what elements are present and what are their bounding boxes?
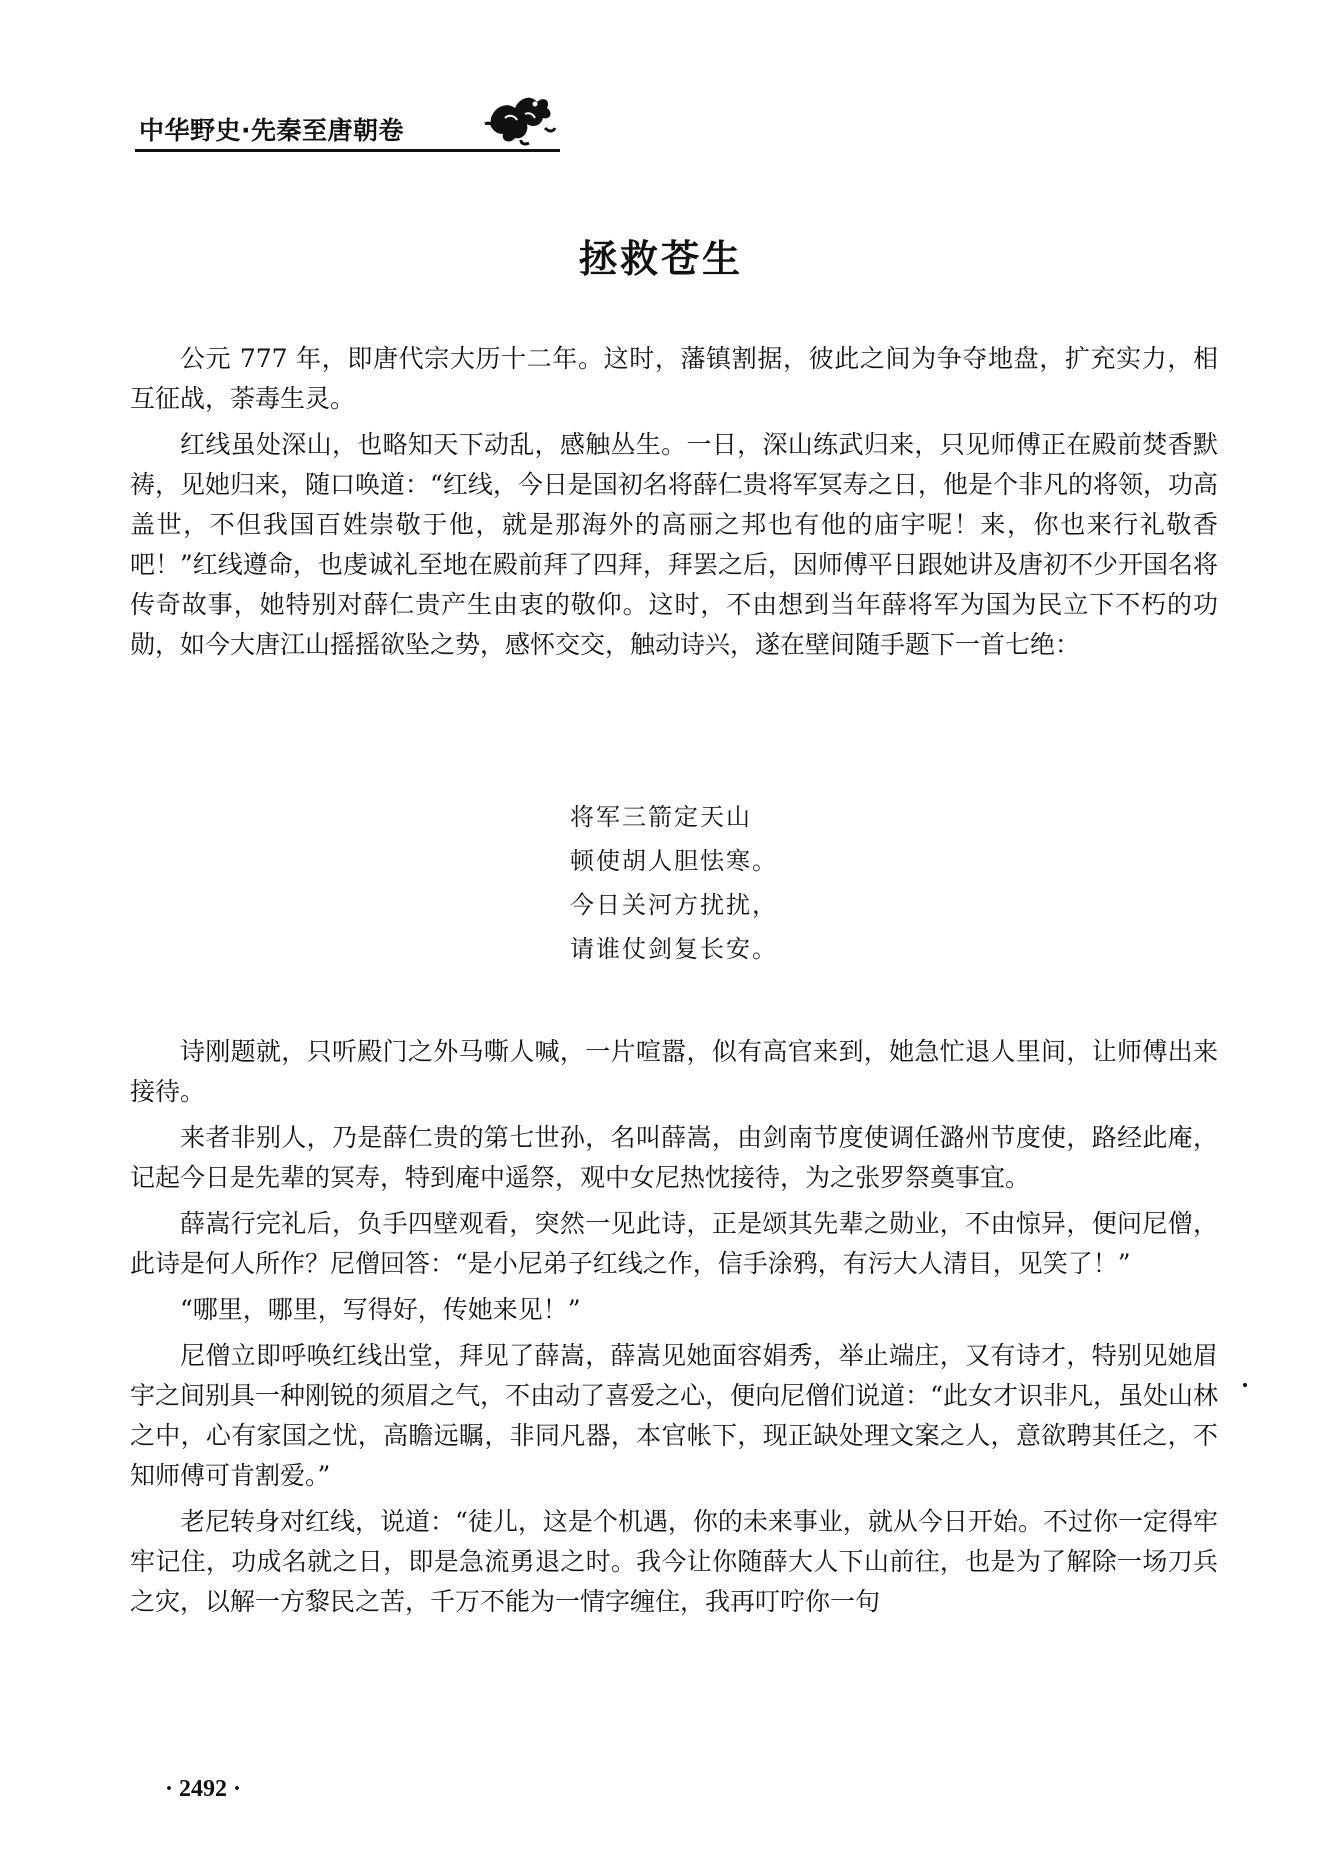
paragraph: 老尼转身对红线，说道：“徒儿，这是个机遇，你的未来事业，就从今日开始。不过你一定得牢牢记住，功成名就之日，即是急流勇退之时。我今让你随薛大人下山前往，也是为了解除一场刀兵之灾，以解一方黎民之苦，千万不能为一情字缠住，我再叮咛你一句 (130, 1507, 1218, 1616)
poem-line: 请谁仗剑复长安。 (570, 935, 778, 963)
paragraph: 尼僧立即呼唤红线出堂，拜见了薛嵩，薛嵩见她面容娟秀，举止端庄，又有诗才，特别见她眉宇之间别具一种刚锐的须眉之气，不由动了喜爱之心，便向尼僧们说道：“此女才识非凡，虽处山林之中，心有家国之忧，高瞻远瞩，非同凡器，本官帐下，现正缺处理文案之人，意欲聘其任之，不知师傅可肯割爱。” (130, 1341, 1218, 1490)
poem-line: 将军三箭定天山 (570, 803, 752, 831)
body-section-1 (130, 339, 1218, 671)
paragraph: 来者非别人，乃是薛仁贵的第七世孙，名叫薛嵩，由剑南节度使调任潞州节度使，路经此庵，记起今日是先辈的冥寿，特到庵中遥祭，观中女尼热忱接待，为之张罗祭奠事宜。 (130, 1123, 1218, 1192)
paragraph: 红线虽处深山，也略知天下动乱，感触丛生。一日，深山练武归来，只见师傅正在殿前焚香默祷，见她归来，随口唤道：“红线，今日是国初名将薛仁贵将军冥寿之日，他是个非凡的将领，功高盖世，不但我国百姓崇敬于他，就是那海外的高丽之邦也有他的庙宇呢！来，你也来行礼敬香吧！”红线遵命，也虔诚礼至地在殿前拜了四拜，拜罢之后，因师傅平日跟她讲及唐初不少开国名将传奇故事，她特别对薛仁贵产生由衷的敬仰。这时，不由想到当年薛将军为国为民立下不朽的功勋，如今大唐江山摇摇欲坠之势，感怀交交，触动诗兴，遂在壁间随手题下一首七绝： (130, 430, 1218, 659)
header-rule (135, 149, 560, 152)
paragraph: 薛嵩行完礼后，负手四壁观看，突然一见此诗，正是颂其先辈之勋业，不由惊异，便问尼僧，此诗是何人所作？尼僧回答：“是小尼弟子红线之作，信手涂鸦，有污大人清目，见笑了！” (130, 1209, 1218, 1278)
paragraph: “哪里，哪里，写得好，传她来见！” (180, 1295, 581, 1324)
paragraph: 诗刚题就，只听殿门之外马嘶人喊，一片喧嚣，似有高官来到，她急忙退人里间，让师傅出来接待。 (130, 1037, 1218, 1106)
poem-line: 顿使胡人胆怯寒。 (570, 847, 778, 875)
page-number: · 2492 · (165, 1776, 242, 1802)
poem-line: 今日关河方扰扰， (570, 891, 778, 919)
scan-speck (1243, 1383, 1247, 1387)
paragraph: 公元 777 年，即唐代宗大历十二年。这时，藩镇割据，彼此之间为争夺地盘，扩充实力，相互征战，荼毒生灵。 (130, 344, 1218, 413)
chapter-title: 拯救苍生 (578, 237, 743, 281)
book-title: 中华野史·先秦至唐朝卷 (139, 116, 404, 145)
running-header (135, 80, 560, 160)
body-section-2 (130, 1032, 1218, 1628)
dragon-emblem-icon (481, 88, 557, 146)
poem (570, 795, 778, 971)
